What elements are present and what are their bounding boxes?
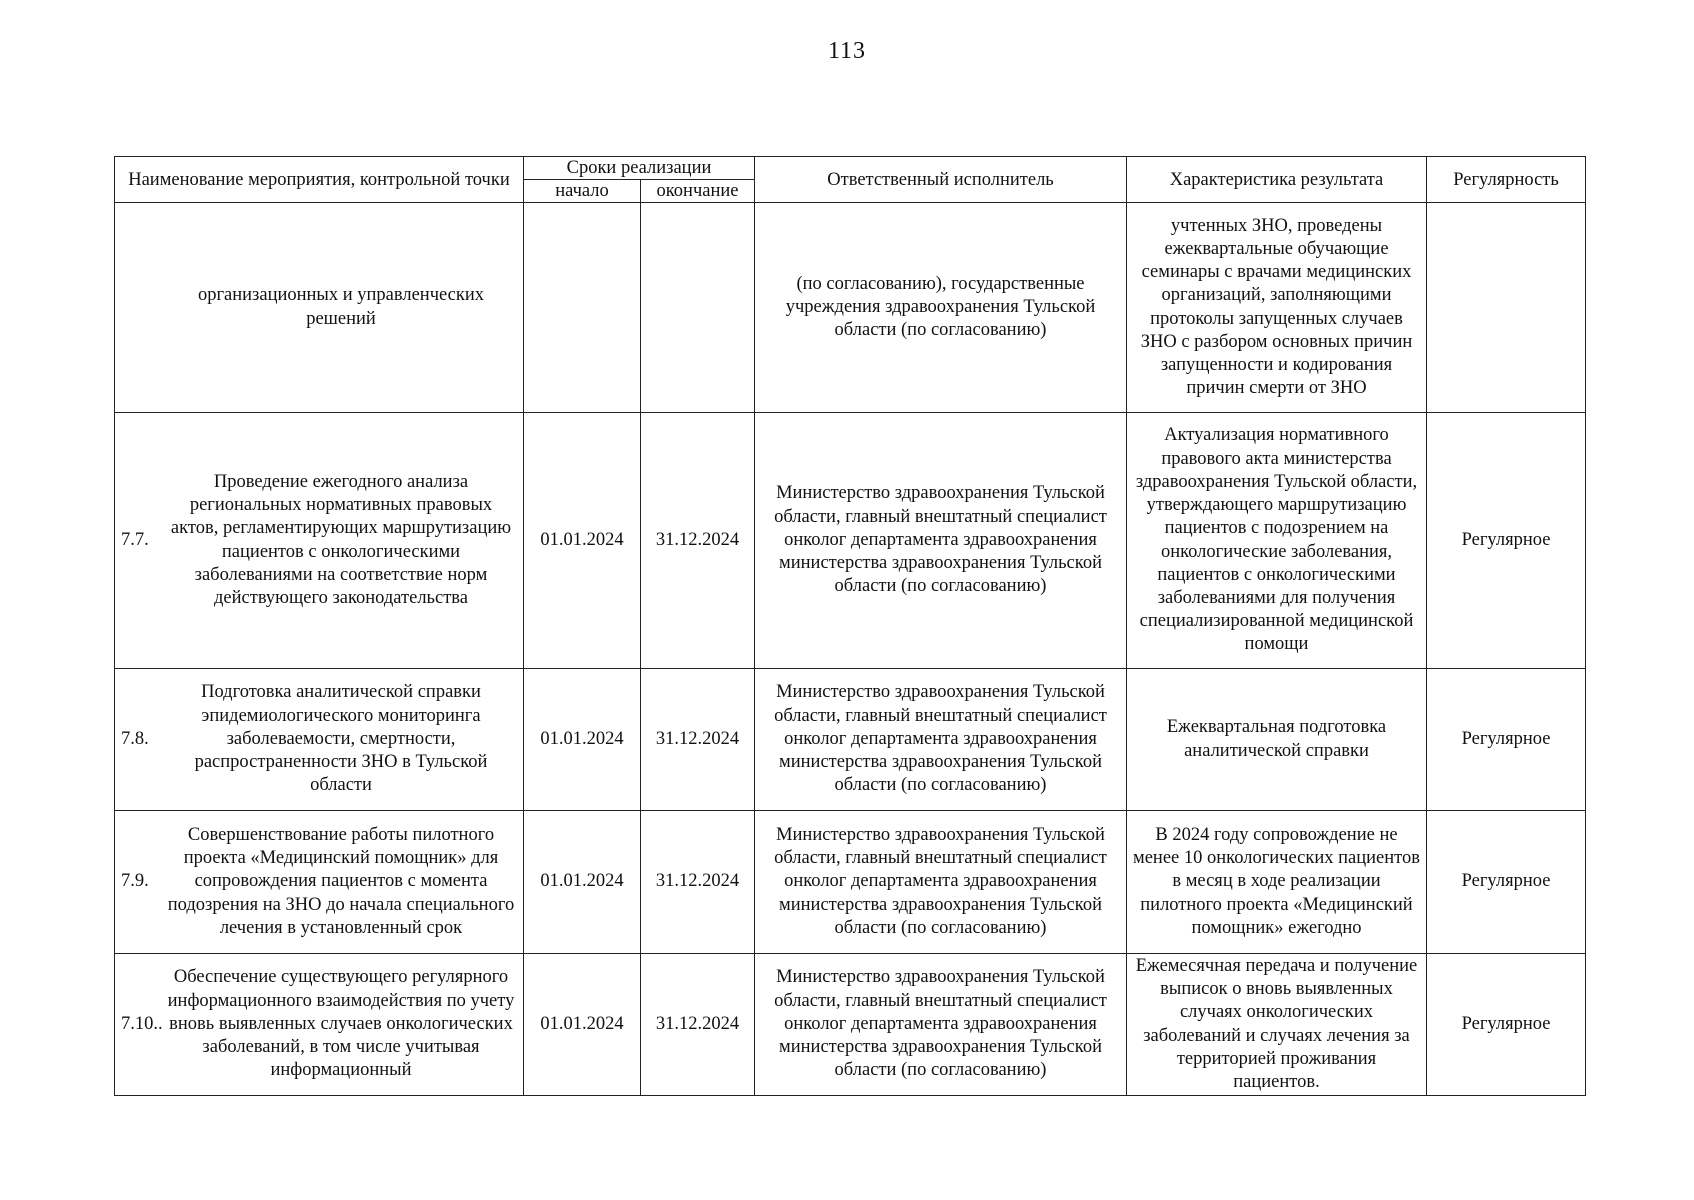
- end-date: 31.12.2024: [641, 954, 755, 1096]
- result: Ежеквартальная подготовка аналитической справки: [1127, 669, 1427, 811]
- header-period: Сроки реализации: [524, 157, 755, 180]
- executor: Министерство здравоохранения Тульской области, главный внештатный специалист онколог департамента здравоохранения министерства здравоохранения Тульской области (по согласованию): [755, 413, 1127, 669]
- result: В 2024 году сопровождение не менее 10 онкологических пациентов в месяц в ходе реализации пилотного проекта «Медицинский помощник» ежегодно: [1127, 811, 1427, 954]
- table-row: [115, 811, 1586, 954]
- activity-name: организационных и управленческих решений: [197, 285, 485, 329]
- executor: (по согласованию), государственные учреждения здравоохранения Тульской области (по согласованию): [755, 203, 1127, 413]
- activity-number: 7.9.: [121, 871, 149, 892]
- start-date: 01.01.2024: [524, 811, 641, 954]
- regularity: Регулярное: [1427, 954, 1586, 1096]
- activity-number: 7.7.: [121, 529, 149, 550]
- header-result: Характеристика результата: [1127, 157, 1427, 203]
- start-date: 01.01.2024: [524, 954, 641, 1096]
- end-date: 31.12.2024: [641, 413, 755, 669]
- activity-number: 7.8.: [121, 728, 149, 749]
- header-name: Наименование мероприятия, контрольной точки: [115, 157, 524, 203]
- result: Актуализация нормативного правового акта министерства здравоохранения Тульской области, утверждающего маршрутизацию пациентов с подозрением на онкологические заболевания, пациентов с онкологическими заболеваниями для получения специализированной медицинской помощи: [1127, 413, 1427, 669]
- regularity: Регулярное: [1427, 413, 1586, 669]
- activity-name: Подготовка аналитической справки эпидемиологического мониторинга заболеваемости, смертности, распространенности ЗНО в Тульской области: [194, 682, 488, 796]
- page-number: 113: [827, 38, 867, 64]
- activity-cell: [115, 669, 524, 811]
- activity-number: 7.10..: [121, 1013, 163, 1034]
- table-row: [115, 413, 1586, 669]
- regularity: Регулярное: [1427, 811, 1586, 954]
- activity-cell: [115, 203, 524, 413]
- result: учтенных ЗНО, проведены ежеквартальные обучающие семинары с врачами медицинских организаций, заполняющими протоколы запущенных случаев ЗНО с разбором основных причин запущенности и кодирования причин смерти от ЗНО: [1127, 203, 1427, 413]
- regularity: Регулярное: [1427, 669, 1586, 811]
- header-end: окончание: [641, 180, 755, 203]
- header-executor: Ответственный исполнитель: [755, 157, 1127, 203]
- activity-name: Обеспечение существующего регулярного информационного взаимодействия по учету вновь выявленных случаев онкологических заболеваний, в том числе учитывая информационный: [167, 967, 515, 1081]
- executor: Министерство здравоохранения Тульской области, главный внештатный специалист онколог департамента здравоохранения министерства здравоохранения Тульской области (по согласованию): [755, 669, 1127, 811]
- table-row: [115, 669, 1586, 811]
- start-date: 01.01.2024: [524, 669, 641, 811]
- end-date: [641, 203, 755, 413]
- end-date: 31.12.2024: [641, 811, 755, 954]
- result: Ежемесячная передача и получение выписок о вновь выявленных случаях онкологических заболеваний и случаях лечения за территорией проживания пациентов.: [1127, 954, 1427, 1096]
- executor: Министерство здравоохранения Тульской области, главный внештатный специалист онколог департамента здравоохранения министерства здравоохранения Тульской области (по согласованию): [755, 954, 1127, 1096]
- activity-cell: [115, 954, 524, 1096]
- header-regularity: Регулярность: [1427, 157, 1586, 203]
- end-date: 31.12.2024: [641, 669, 755, 811]
- start-date: 01.01.2024: [524, 413, 641, 669]
- activity-name: Совершенствование работы пилотного проекта «Медицинский помощник» для сопровождения пациентов с момента подозрения на ЗНО до начала специального лечения в установленный срок: [167, 824, 515, 938]
- start-date: [524, 203, 641, 413]
- header-start: начало: [524, 180, 641, 203]
- activities-table: [114, 156, 1586, 1096]
- activity-cell: [115, 413, 524, 669]
- executor: Министерство здравоохранения Тульской области, главный внештатный специалист онколог департамента здравоохранения министерства здравоохранения Тульской области (по согласованию): [755, 811, 1127, 954]
- activity-cell: [115, 811, 524, 954]
- table-row: [115, 203, 1586, 413]
- table-row: [115, 954, 1586, 1096]
- activity-name: Проведение ежегодного анализа региональных нормативных правовых актов, регламентирующих маршрутизацию пациентов с онкологическими заболеваниями на соответствие норм действующего законодательства: [170, 471, 512, 608]
- regularity: [1427, 203, 1586, 413]
